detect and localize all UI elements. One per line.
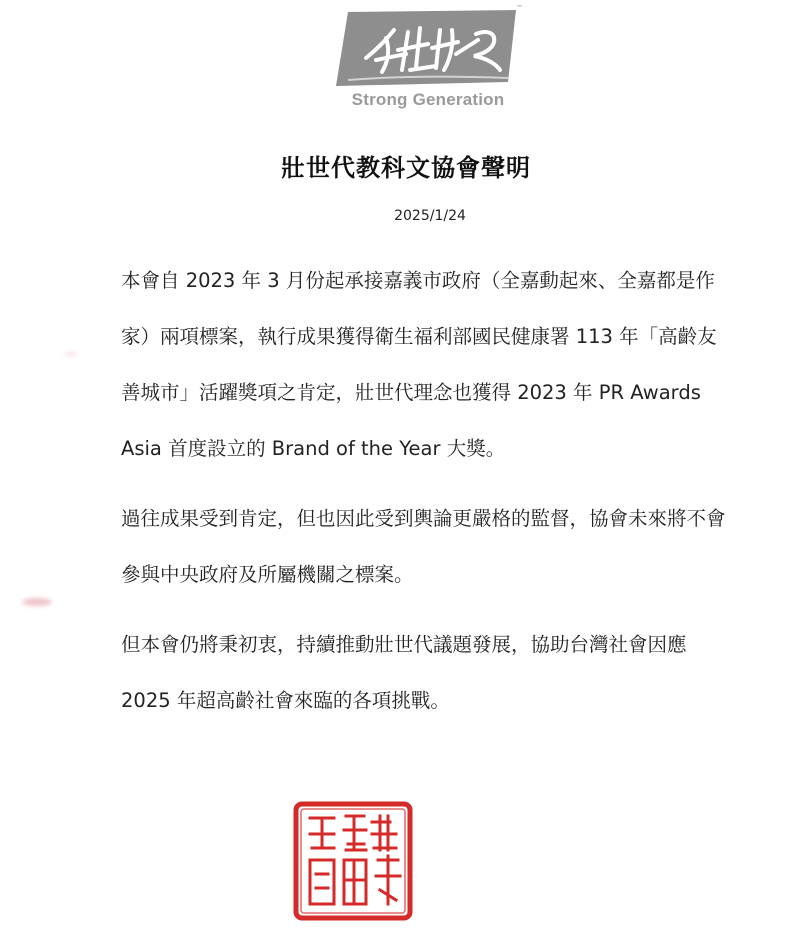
logo-tagline: Strong Generation xyxy=(351,90,505,109)
page-title: 壯世代教科文協會聲明 xyxy=(281,154,531,182)
statement-date: 2025/1/24 xyxy=(394,208,466,224)
trademark-symbol: ™ xyxy=(516,4,523,12)
paragraph-3: 但本會仍將秉初衷，持續推動壯世代議題發展，協助台灣社會因應 2025 年超高齡社會來臨的各項挑戰。 xyxy=(121,633,687,712)
statement-body xyxy=(121,253,731,729)
logo-mark xyxy=(336,10,518,86)
scan-mark xyxy=(22,598,52,606)
scan-mark xyxy=(64,352,78,356)
official-seal xyxy=(292,800,414,922)
paragraph-2: 過往成果受到肯定，但也因此受到輿論更嚴格的監督，協會未來將不會參與中央政府及所屬機關之標案。 xyxy=(121,507,726,586)
seal-graphic xyxy=(292,800,414,922)
logo-brush-graphic xyxy=(336,10,518,86)
paragraph-1: 本會自 2023 年 3 月份起承接嘉義市政府（全嘉動起來、全嘉都是作家）兩項標案，執行成果獲得衛生福利部國民健康署 113 年「高齡友善城市」活躍獎項之肯定，壯世代理念也獲得 2023 年 PR Awards Asia 首度設立的 Brand of the Year 大獎。 xyxy=(121,269,717,460)
logo xyxy=(333,4,523,112)
